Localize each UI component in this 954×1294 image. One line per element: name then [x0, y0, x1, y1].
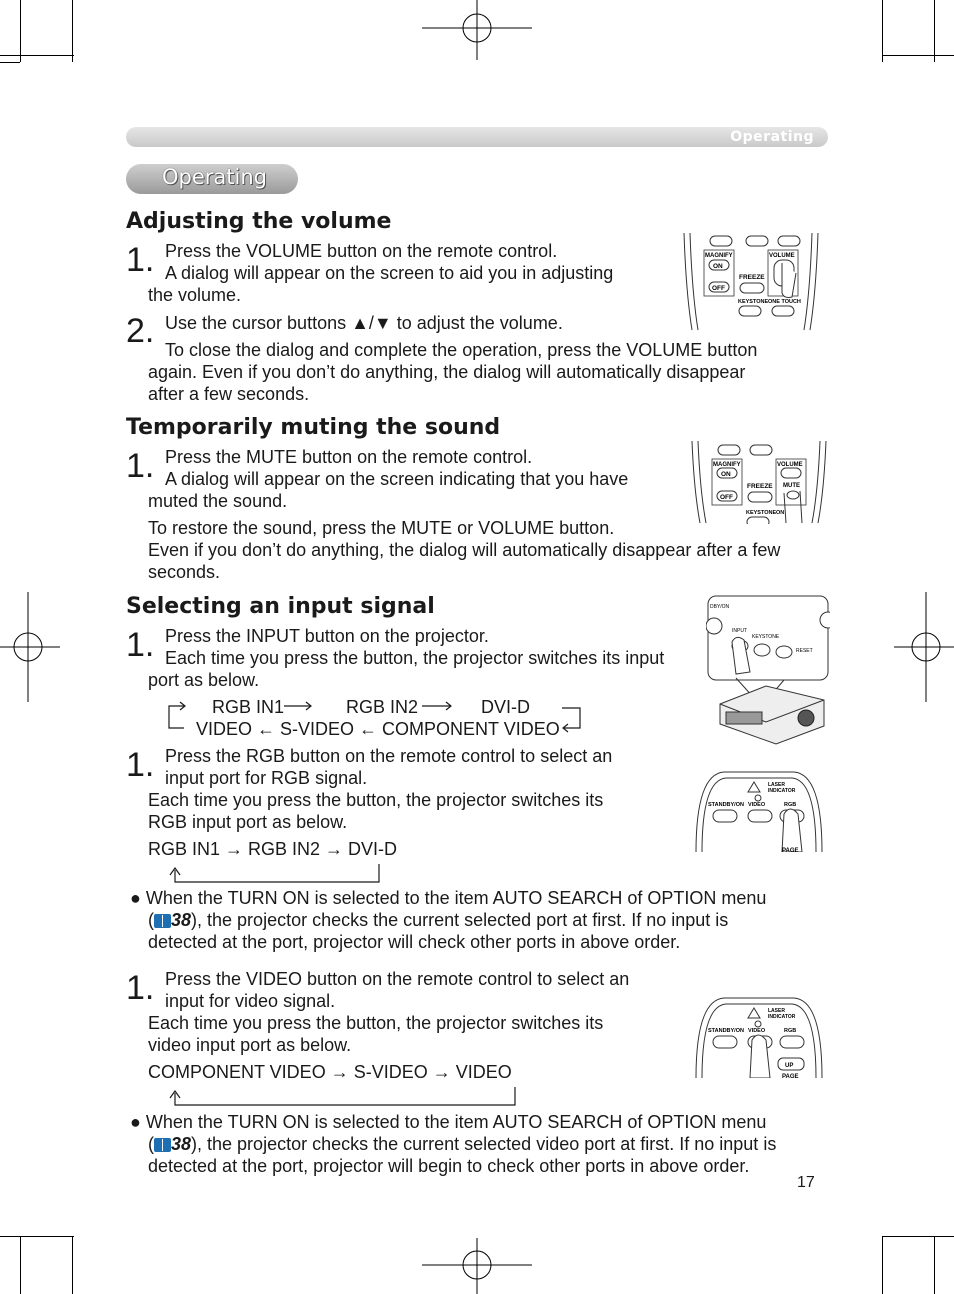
section-title-pill: [126, 164, 298, 194]
input-a-line1: Press the INPUT button on the projector.: [165, 626, 489, 646]
remote4-up-label: UP: [785, 1063, 794, 1069]
video-bullet-line1: ● When the TURN ON is selected to the item AUTO SEARCH of OPTION menu: [130, 1112, 767, 1132]
remote4-page-label: PAGE: [782, 1074, 799, 1078]
remote1-off-label: OFF: [712, 285, 725, 292]
volume-step1-line1: Press the VOLUME button on the remote control.: [165, 241, 558, 261]
input-b-line4: RGB input port as below.: [148, 812, 348, 832]
remote4-laser-label: LASER: [768, 1008, 785, 1014]
input-b-number: 1.: [126, 746, 155, 784]
remote3-rgb-label: RGB: [784, 802, 797, 808]
remote3-video-label: VIDEO: [748, 802, 766, 808]
input-b-sequence: RGB IN1 → RGB IN2 → DVI-D: [148, 839, 398, 859]
page-number: 17: [797, 1174, 815, 1191]
input-b-line1: Press the RGB button on the remote control to select an: [165, 746, 613, 766]
remote4-rgb-label: RGB: [784, 1028, 797, 1034]
remote-video-illustration: [694, 996, 824, 1078]
input-c-line2: input for video signal.: [165, 991, 336, 1011]
rgb-sequence-return-arrow: [165, 862, 385, 886]
video-bullet-page-ref[interactable]: 38: [171, 1134, 192, 1154]
volume-heading: Adjusting the volume: [126, 209, 392, 234]
projector-input-label: INPUT: [732, 628, 747, 634]
projector-illustration: [706, 594, 830, 746]
projector-standby-label: DBY/ON: [710, 604, 730, 610]
remote2-mute-label: MUTE: [783, 483, 800, 489]
input-c-line4: video input port as below.: [148, 1035, 352, 1055]
input-heading: Selecting an input signal: [126, 594, 435, 619]
input-a-line2: Each time you press the button, the projector switches its input: [165, 648, 665, 668]
mute-heading: Temporarily muting the sound: [126, 415, 501, 440]
remote-volume-illustration: [682, 233, 820, 331]
video-bullet-line2: ( 38), the projector checks the current selected video port at first. If no input is: [148, 1134, 777, 1154]
cycle-dvi-d: DVI-D: [481, 697, 530, 717]
mute-step1-line2: A dialog will appear on the screen indicating that you have: [165, 469, 629, 489]
remote-mute-illustration: [690, 441, 828, 524]
remote4-video-label: VIDEO: [748, 1028, 766, 1034]
cycle-rgb-in2: RGB IN2: [346, 697, 419, 717]
input-c-line1: Press the VIDEO button on the remote control to select an: [165, 969, 630, 989]
volume-step1-line2: A dialog will appear on the screen to aid you in adjusting: [165, 263, 614, 283]
input-c-sequence: COMPONENT VIDEO → S-VIDEO → VIDEO: [148, 1062, 512, 1082]
mute-restore-line1: To restore the sound, press the MUTE or VOLUME button.: [148, 518, 615, 538]
projector-keystone-label: KEYSTONE: [752, 634, 780, 640]
section-tab-label: Operating: [730, 129, 814, 145]
remote1-freeze-label: FREEZE: [739, 274, 765, 281]
input-c-line3: Each time you press the button, the projector switches its: [148, 1013, 604, 1033]
cycle-rgb-in1: RGB IN1: [212, 697, 285, 717]
remote1-magnify-label: MAGNIFY: [705, 253, 733, 259]
input-b-line3: Each time you press the button, the projector switches its: [148, 790, 604, 810]
input-a-number: 1.: [126, 626, 155, 664]
input-b-line2: input port for RGB signal.: [165, 768, 368, 788]
projector-reset-label: RESET: [796, 648, 813, 654]
section-header-bar: [126, 127, 828, 147]
book-icon: [154, 1138, 171, 1152]
remote2-keystone-label: KEYSTONE: [746, 510, 777, 516]
video-bullet-line2-text: ), the projector checks the current selected video port at first. If no input is: [191, 1134, 777, 1154]
volume-note-line2: again. Even if you don’t do anything, the dialog will automatically disappear: [148, 362, 746, 382]
remote3-indicator-label: INDICATOR: [768, 788, 796, 794]
remote2-volume-label: VOLUME: [777, 462, 803, 468]
remote3-page-label: PAGE: [782, 848, 799, 852]
rgb-bullet-line1: ● When the TURN ON is selected to the item AUTO SEARCH of OPTION menu: [130, 888, 767, 908]
remote1-on-label: ON: [713, 263, 723, 270]
remote2-magnify-label: MAGNIFY: [713, 462, 741, 468]
volume-step1-number: 1.: [126, 241, 155, 279]
cycle-row2: VIDEO ← S-VIDEO ← COMPONENT VIDEO: [196, 719, 560, 739]
volume-step2-number: 2.: [126, 312, 155, 350]
input-c-number: 1.: [126, 969, 155, 1007]
rgb-bullet-page-ref[interactable]: 38: [171, 910, 192, 930]
book-icon: [154, 914, 171, 928]
remote3-laser-label: LASER: [768, 782, 785, 788]
video-bullet-line3: detected at the port, projector will begin to check other ports in above order.: [148, 1156, 750, 1176]
remote2-freeze-label: FREEZE: [747, 483, 773, 490]
remote3-standby-label: STANDBY/ON: [708, 802, 744, 808]
remote4-indicator-label: INDICATOR: [768, 1014, 796, 1020]
section-title: Operating: [162, 165, 267, 189]
rgb-bullet-line3: detected at the port, projector will check other ports in above order.: [148, 932, 681, 952]
remote1-keystone-label: KEYSTONE: [738, 299, 769, 305]
remote2-onetouch-label: ON: [776, 510, 785, 516]
volume-step2-line1: Use the cursor buttons ▲/▼ to adjust the volume.: [165, 313, 563, 333]
remote1-volume-label: VOLUME: [769, 253, 795, 259]
remote1-onetouch-label: ONE TOUCH: [768, 299, 801, 305]
mute-restore-line3: seconds.: [148, 562, 221, 582]
mute-restore-line2: Even if you don’t do anything, the dialog will automatically disappear after a few: [148, 540, 781, 560]
volume-note-line3: after a few seconds.: [148, 384, 310, 404]
remote2-on-label: ON: [721, 471, 731, 478]
input-a-line3: port as below.: [148, 670, 260, 690]
mute-step1-line1: Press the MUTE button on the remote control.: [165, 447, 533, 467]
volume-note-line1: To close the dialog and complete the operation, press the VOLUME button: [165, 340, 758, 360]
mute-step1-number: 1.: [126, 447, 155, 485]
rgb-bullet-line2-text: ), the projector checks the current selected port at first. If no input is: [191, 910, 729, 930]
volume-step1-line3: the volume.: [148, 285, 242, 305]
remote2-off-label: OFF: [720, 494, 733, 501]
remote-rgb-illustration: [694, 770, 824, 852]
rgb-bullet-line2: ( 38), the projector checks the current selected port at first. If no input is: [148, 910, 729, 930]
remote4-standby-label: STANDBY/ON: [708, 1028, 744, 1034]
mute-step1-line3: muted the sound.: [148, 491, 288, 511]
video-sequence-return-arrow: [165, 1085, 521, 1109]
